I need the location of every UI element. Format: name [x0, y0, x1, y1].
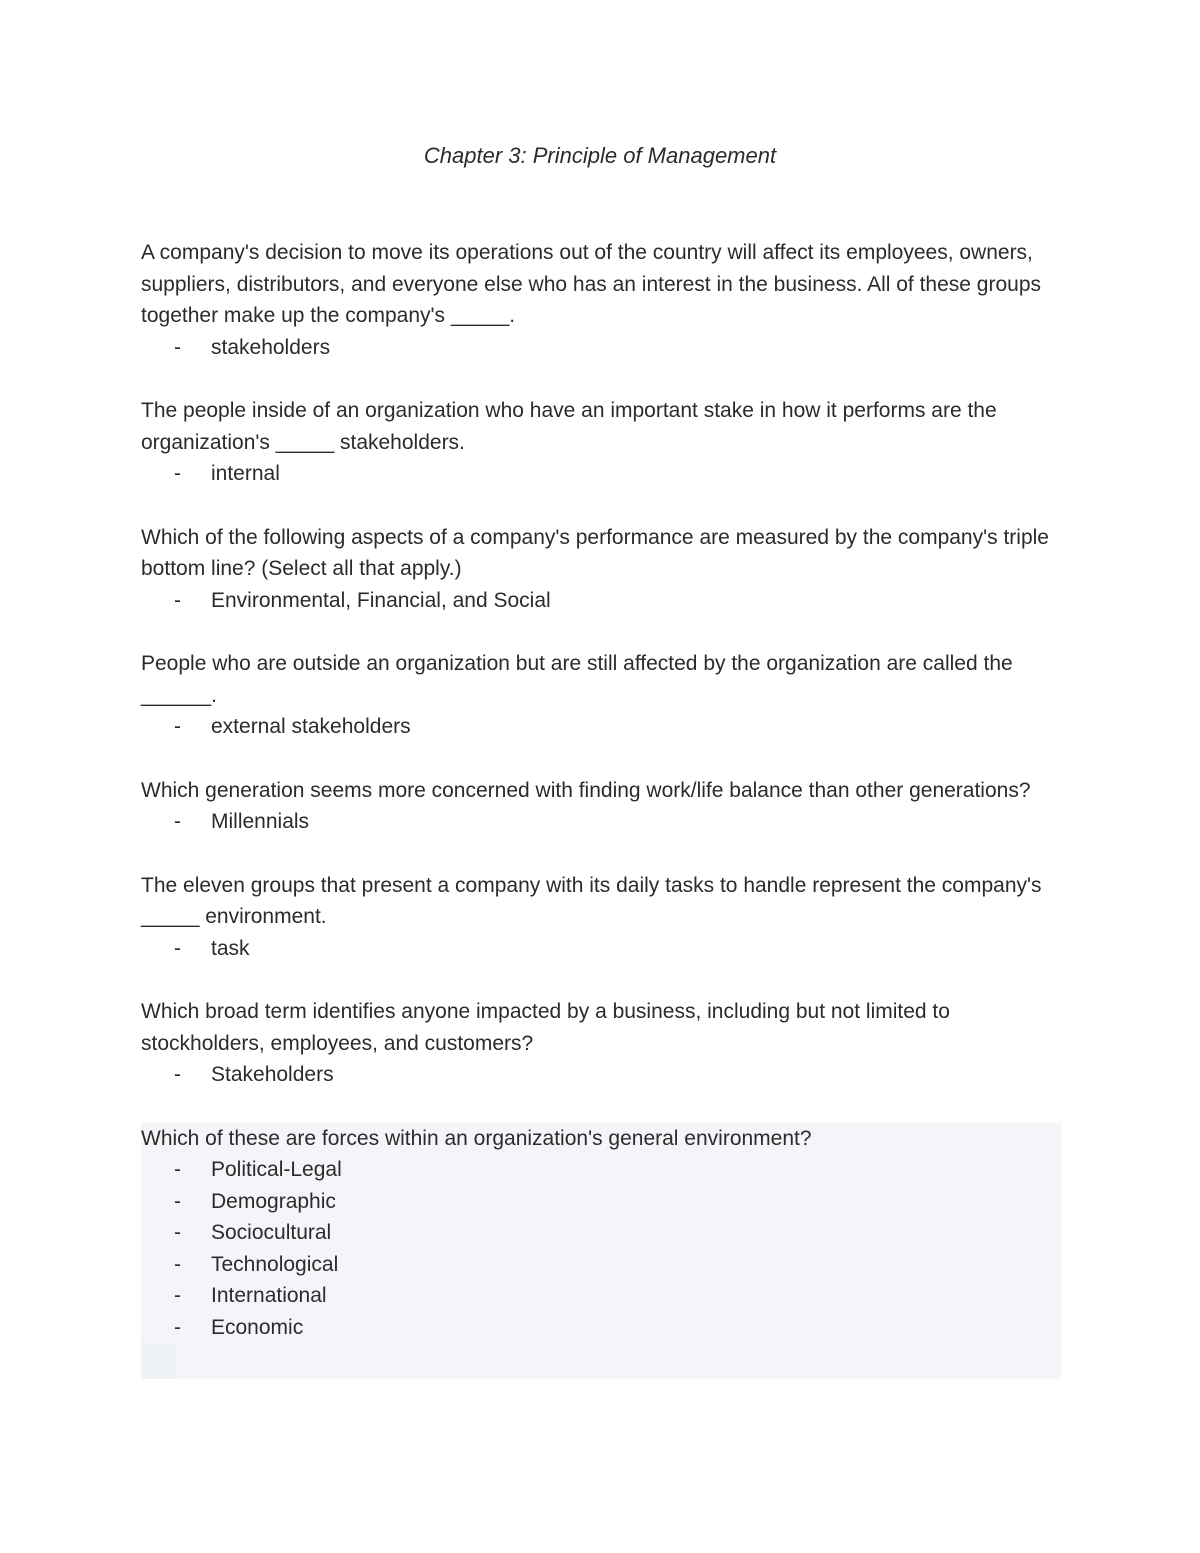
answer-list — [141, 1059, 1061, 1091]
answer-list — [141, 933, 1061, 965]
dash-bullet-icon: - — [174, 1189, 181, 1213]
answer-list — [141, 1154, 1061, 1343]
answer-item — [141, 1312, 1061, 1344]
question-text: Which of the following aspects of a company's performance are measured by the company's triple bottom line? (Select all that apply.) — [141, 525, 1055, 580]
dash-bullet-icon: - — [174, 1063, 181, 1086]
question-text: The eleven groups that present a company with its daily tasks to handle represent the company's _____ environment. — [141, 873, 1048, 928]
answer-text: Environmental, Financial, and Social — [211, 588, 551, 612]
dash-bullet-icon: - — [174, 810, 181, 833]
qa-item-2 — [141, 395, 1061, 490]
answer-item — [141, 1280, 1061, 1312]
answer-item — [141, 1249, 1061, 1281]
answer-item — [141, 806, 1061, 838]
answer-text: Stakeholders — [211, 1063, 334, 1086]
question-text: The people inside of an organization who have an important stake in how it performs are the organization's _____ stakeholders. — [141, 399, 1003, 454]
dash-bullet-icon: - — [174, 1252, 181, 1276]
qa-list — [141, 237, 1061, 1411]
answer-text: Economic — [211, 1315, 304, 1339]
answer-item — [141, 585, 1061, 617]
answer-text: Sociocultural — [211, 1221, 332, 1244]
answer-list — [141, 711, 1061, 743]
qa-item-7 — [141, 996, 1061, 1091]
answer-item — [141, 332, 1061, 364]
question-text: Which of these are forces within an organization's general environment? — [141, 1126, 812, 1150]
answer-list — [141, 585, 1061, 617]
answer-item — [141, 1154, 1061, 1186]
qa-item-1 — [141, 237, 1061, 363]
question-text: Which generation seems more concerned with finding work/life balance than other generations? — [141, 778, 1031, 802]
answer-text: external stakeholders — [211, 715, 411, 738]
qa-item-3 — [141, 522, 1061, 617]
answer-item — [141, 933, 1061, 965]
answer-list — [141, 458, 1061, 490]
answer-item — [141, 1059, 1061, 1091]
dash-bullet-icon: - — [174, 1221, 181, 1244]
question-text: A company's decision to move its operations out of the country will affect its employees, owners, suppliers, distributors, and everyone else who has an interest in the business. All of these groups together make up the company's _____. — [141, 241, 1047, 327]
answer-list — [141, 806, 1061, 838]
dash-bullet-icon: - — [174, 1158, 181, 1181]
qa-item-5 — [141, 775, 1061, 838]
question-text: People who are outside an organization but are still affected by the organization are called the ______. — [141, 652, 1019, 707]
dash-bullet-icon: - — [174, 715, 181, 738]
answer-text: internal — [211, 462, 280, 485]
answer-item — [141, 458, 1061, 490]
qa-item-4 — [141, 648, 1061, 743]
dash-bullet-icon: - — [174, 462, 181, 485]
dash-bullet-icon: - — [174, 588, 181, 612]
answer-item — [141, 1186, 1061, 1218]
answer-text: Political-Legal — [211, 1158, 342, 1181]
dash-bullet-icon: - — [174, 936, 181, 960]
question-text: Which broad term identifies anyone impacted by a business, including but not limited to stockholders, employees, and customers? — [141, 1000, 956, 1055]
answer-item — [141, 711, 1061, 743]
page-title: Chapter 3: Principle of Management — [423, 143, 777, 168]
dash-bullet-icon: - — [174, 1315, 181, 1339]
answer-text: Millennials — [211, 810, 310, 833]
answer-text: Technological — [211, 1252, 339, 1276]
answer-text: Demographic — [211, 1189, 336, 1213]
dash-bullet-icon: - — [174, 335, 181, 359]
answer-list — [141, 332, 1061, 364]
qa-item-8 — [141, 1123, 1061, 1380]
answer-text: stakeholders — [211, 335, 331, 359]
qa-item-6 — [141, 870, 1061, 965]
answer-text: task — [211, 936, 250, 960]
dash-bullet-icon: - — [174, 1284, 181, 1307]
answer-text: International — [211, 1284, 327, 1307]
answer-item — [141, 1217, 1061, 1249]
